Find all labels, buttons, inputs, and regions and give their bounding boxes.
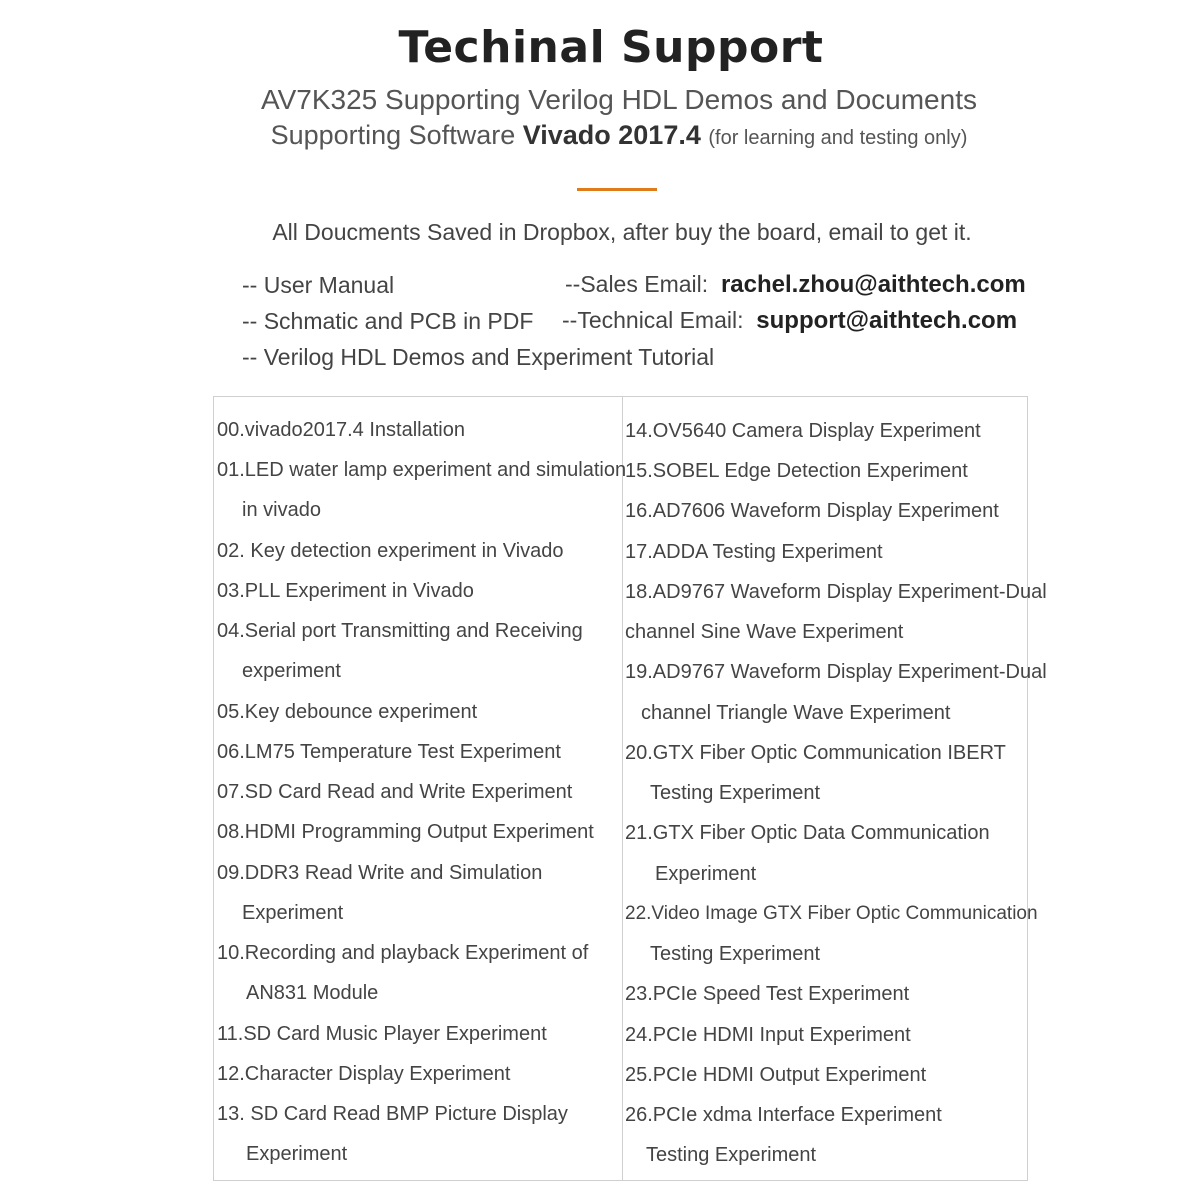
sales-contact	[565, 271, 1026, 299]
experiment-line: AN831 Module	[246, 982, 379, 1004]
experiment-line: 14.OV5640 Camera Display Experiment	[625, 420, 981, 442]
experiment-line: Experiment	[655, 863, 757, 885]
experiment-line: 00.vivado2017.4 Installation	[217, 419, 465, 441]
experiment-line: 23.PCIe Speed Test Experiment	[625, 983, 910, 1005]
experiment-line: Experiment	[242, 902, 344, 924]
table-column-divider	[622, 396, 623, 1181]
experiment-line: 01.LED water lamp experiment and simulation	[217, 459, 627, 481]
experiment-line: channel Sine Wave Experiment	[625, 621, 904, 643]
sales-email-label: --Sales Email:	[565, 271, 709, 297]
tech-email-link[interactable]: support@aithtech.com	[756, 307, 1018, 334]
experiment-line: 20.GTX Fiber Optic Communication IBERT	[625, 742, 1006, 764]
doc-item-demos-tutorial: -- Verilog HDL Demos and Experiment Tutorial	[242, 344, 715, 370]
experiment-line: 07.SD Card Read and Write Experiment	[217, 781, 573, 803]
experiment-line: 04.Serial port Transmitting and Receiving	[217, 620, 583, 642]
experiment-line: 03.PLL Experiment in Vivado	[217, 580, 474, 602]
experiment-line: 19.AD9767 Waveform Display Experiment-Dual	[625, 661, 1047, 683]
experiment-line: 12.Character Display Experiment	[217, 1063, 511, 1085]
tech-email-label: --Technical Email:	[562, 307, 744, 333]
experiment-line: 18.AD9767 Waveform Display Experiment-Dual	[625, 581, 1047, 603]
experiment-line: Experiment	[246, 1143, 348, 1165]
doc-item-user-manual: -- User Manual	[242, 272, 395, 298]
experiment-line: in vivado	[242, 499, 321, 521]
sales-email-link[interactable]: rachel.zhou@aithtech.com	[720, 271, 1026, 298]
software-subtitle	[0, 120, 1200, 151]
experiment-line: 25.PCIe HDMI Output Experiment	[625, 1064, 927, 1086]
experiment-line: 26.PCIe xdma Interface Experiment	[625, 1104, 942, 1126]
experiment-line: 21.GTX Fiber Optic Data Communication	[625, 822, 990, 844]
experiment-line: 17.ADDA Testing Experiment	[625, 541, 883, 563]
accent-divider	[577, 188, 657, 191]
experiment-line: channel Triangle Wave Experiment	[641, 702, 951, 724]
experiment-line: 02. Key detection experiment in Vivado	[217, 540, 564, 562]
experiment-line: 10.Recording and playback Experiment of	[217, 942, 589, 964]
experiment-line: experiment	[242, 660, 341, 682]
experiment-line: Testing Experiment	[646, 1144, 817, 1166]
product-subtitle: AV7K325 Supporting Verilog HDL Demos and Documents	[261, 84, 977, 115]
experiment-line: 05.Key debounce experiment	[217, 701, 478, 723]
experiment-line: 11.SD Card Music Player Experiment	[217, 1023, 547, 1045]
experiment-line: 16.AD7606 Waveform Display Experiment	[625, 500, 999, 522]
software-prefix: Supporting Software	[270, 120, 523, 150]
experiment-line: 08.HDMI Programming Output Experiment	[217, 821, 594, 843]
experiment-line: Testing Experiment	[650, 943, 821, 965]
experiment-line: 09.DDR3 Read Write and Simulation	[217, 862, 543, 884]
experiment-line: 06.LM75 Temperature Test Experiment	[217, 741, 561, 763]
software-note: (for learning and testing only)	[708, 127, 968, 149]
doc-item-schematic-pcb: -- Schmatic and PCB in PDF	[242, 308, 534, 334]
dropbox-notice: All Doucments Saved in Dropbox, after buy the board, email to get it.	[272, 219, 972, 245]
experiment-line: Testing Experiment	[650, 782, 821, 804]
tech-contact	[562, 307, 1017, 335]
software-name: Vivado 2017.4	[522, 120, 701, 150]
page-title: Techinal Support	[398, 22, 824, 73]
experiment-line: 15.SOBEL Edge Detection Experiment	[625, 460, 968, 482]
experiment-line: 13. SD Card Read BMP Picture Display	[217, 1103, 568, 1125]
experiment-line: 22.Video Image GTX Fiber Optic Communication	[625, 903, 1038, 924]
experiment-line: 24.PCIe HDMI Input Experiment	[625, 1024, 911, 1046]
